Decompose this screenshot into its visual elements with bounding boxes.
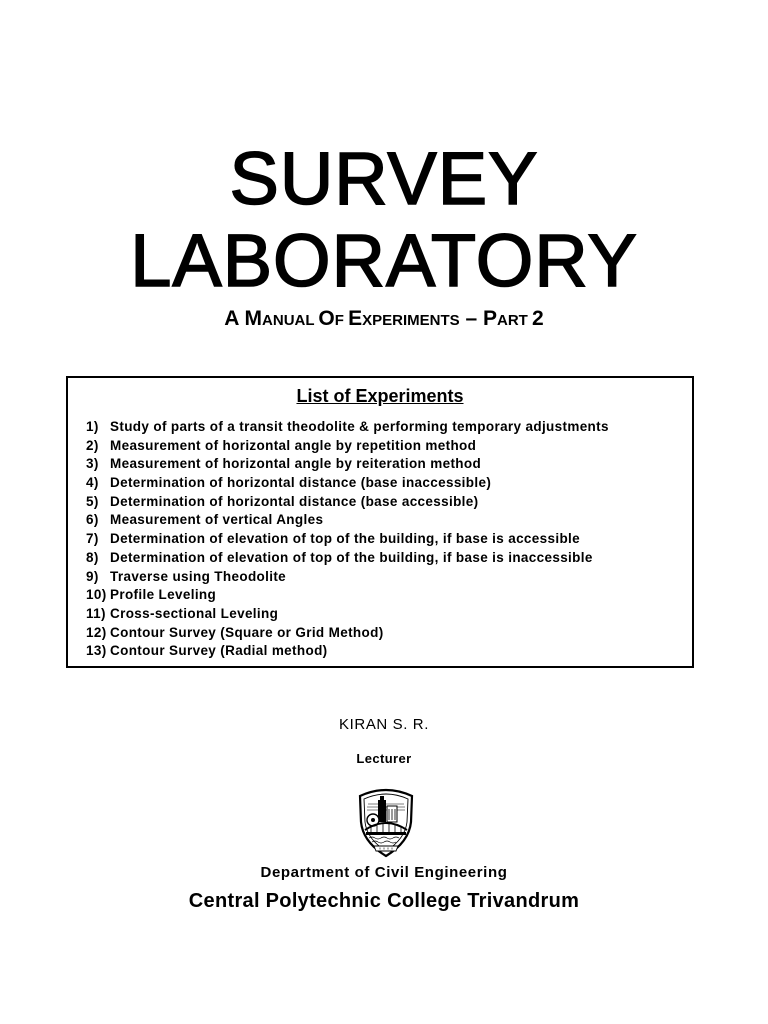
experiment-item <box>86 605 609 624</box>
college-emblem-icon <box>356 786 416 858</box>
experiment-item <box>86 549 609 568</box>
experiment-text: Profile Leveling <box>110 587 217 603</box>
subtitle-segment: M <box>244 307 263 330</box>
experiment-text: Measurement of vertical Angles <box>110 512 324 528</box>
experiment-number: 13) <box>86 643 107 659</box>
experiment-number: 3) <box>86 456 99 472</box>
experiment-number: 1) <box>86 419 99 434</box>
subtitle-segment: 2 <box>532 307 544 330</box>
experiment-text: Study of parts of a transit theodolite & performing temporary adjustments <box>110 419 609 434</box>
experiment-item <box>86 624 609 643</box>
experiment-number: 11) <box>86 605 106 621</box>
experiment-item <box>86 437 609 456</box>
subtitle-segment: ANUAL <box>262 312 319 329</box>
subtitle-segment: A <box>224 307 245 330</box>
experiment-text: Contour Survey (Radial method) <box>110 643 328 659</box>
experiment-text: Determination of elevation of top of the building, if base is inaccessible <box>110 549 593 565</box>
experiment-number: 9) <box>86 568 99 584</box>
experiment-number: 2) <box>86 437 99 453</box>
subtitle-segment: XPERIMENTS <box>362 312 460 329</box>
college-name: Central Polytechnic College Trivandrum <box>188 890 580 912</box>
experiments-heading: List of Experiments <box>296 386 464 406</box>
subtitle-segment: – <box>459 307 483 330</box>
department-name: Department of Civil Engineering <box>260 864 508 881</box>
experiment-item <box>86 493 609 512</box>
experiments-list <box>86 418 609 661</box>
experiment-number: 5) <box>86 493 99 509</box>
title-line-2: LABORATORY <box>130 219 638 302</box>
experiment-number: 10) <box>86 587 107 603</box>
subtitle-segment: ART <box>497 312 533 329</box>
experiment-item <box>86 642 609 661</box>
author-role: Lecturer <box>356 751 412 766</box>
experiment-text: Traverse using Theodolite <box>110 568 287 584</box>
title-line-1: SURVEY <box>229 137 539 220</box>
experiment-text: Determination of elevation of top of the building, if base is accessible <box>110 531 581 547</box>
subtitle-segment: E <box>348 307 363 330</box>
experiment-text: Determination of horizontal distance (base inaccessible) <box>110 475 492 491</box>
experiment-text: Determination of horizontal distance (base accessible) <box>110 493 479 509</box>
experiment-number: 7) <box>86 531 99 547</box>
experiment-item <box>86 586 609 605</box>
experiment-text: Measurement of horizontal angle by repetition method <box>110 437 477 453</box>
experiment-number: 8) <box>86 549 99 565</box>
experiment-number: 6) <box>86 512 99 528</box>
subtitle <box>0 306 768 331</box>
experiment-item <box>86 474 609 493</box>
experiment-item <box>86 511 609 530</box>
subtitle-segment: F <box>334 312 349 329</box>
subtitle-segment: O <box>318 307 335 330</box>
experiments-box <box>66 376 694 668</box>
experiment-item <box>86 418 609 437</box>
author-name: KIRAN S. R. <box>339 716 429 733</box>
experiment-text: Measurement of horizontal angle by reiteration method <box>110 456 482 472</box>
experiment-number: 12) <box>86 624 107 640</box>
experiment-item <box>86 568 609 587</box>
subtitle-segment: P <box>483 307 498 330</box>
experiment-text: Cross-sectional Leveling <box>110 605 279 621</box>
experiment-item <box>86 530 609 549</box>
experiment-item <box>86 455 609 474</box>
experiment-number: 4) <box>86 475 99 491</box>
experiment-text: Contour Survey (Square or Grid Method) <box>110 624 384 640</box>
